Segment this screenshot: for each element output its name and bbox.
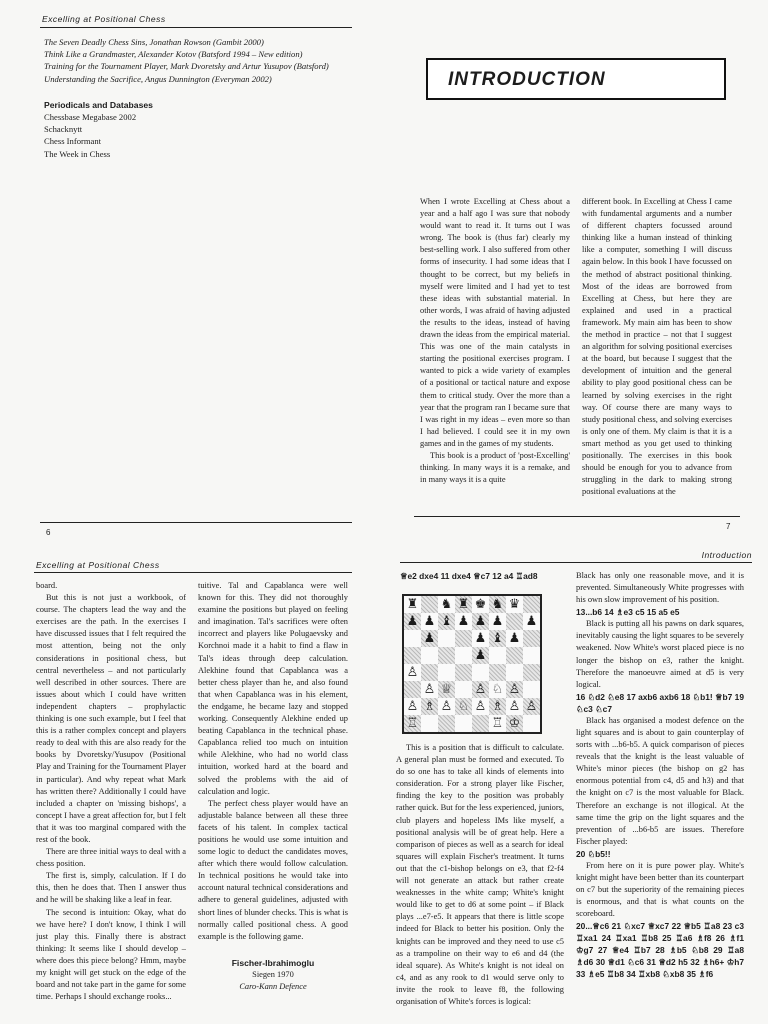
chess-piece: ♟ (474, 648, 487, 663)
chess-piece: ♙ (406, 665, 419, 680)
text-column-right (576, 570, 744, 1022)
board-square (455, 630, 472, 647)
chess-piece: ♜ (457, 597, 470, 612)
board-square (489, 647, 506, 664)
paragraph: Black has only one reasonable move, and it is prevented. Simultaneously White progresses with his own slow improvement of his position. (576, 571, 744, 605)
board-square (523, 613, 540, 630)
text-column-left (420, 196, 570, 486)
chess-piece: ♙ (474, 699, 487, 714)
chess-piece: ♙ (525, 699, 538, 714)
board-square (421, 681, 438, 698)
periodical-item: Schacknytt (44, 124, 83, 135)
board-square (506, 630, 523, 647)
chess-piece: ♟ (508, 631, 521, 646)
bibliography-item: Training for the Tournament Player, Mark Dvoretsky and Artur Yusupov (Batsford) (44, 61, 329, 72)
chess-piece: ♔ (508, 716, 521, 731)
periodical-item: Chessbase Megabase 2002 (44, 112, 137, 123)
paragraph: board. (36, 581, 58, 590)
board-square (506, 647, 523, 664)
board-square (489, 681, 506, 698)
board-square (523, 664, 540, 681)
header-rule (34, 572, 352, 573)
board-square (523, 715, 540, 732)
board-square (506, 698, 523, 715)
bibliography-list (44, 36, 364, 160)
board-square (404, 664, 421, 681)
paragraph: different book. In Excelling at Chess I came with fundamental arguments and a number of different chapters focussed around thinking like a human instead of thinking like a computer, something I will discuss again below. In this book I have focussed on the method of abstract positional thinking. Most of the ideas are borrowed from Excelling at Chess, but here they are explained and used in a practical framework. My main aim has been to show the method in practice – not that I suggest an algorithm for solving positional exercises at the board, but because I suggest that the development of intuition and the general ability to play good positional chess can be learned by solving exercises in the right way. Of course there are many ways to study positional chess, and solving exercises is only one of them. My claim is that it is a smart method as you get used to thinking positionally. The exercises in this book should be enough for you to advance from struggling in the dark to making strong positional evaluations at the (582, 197, 732, 497)
board-square (523, 681, 540, 698)
board-square (489, 596, 506, 613)
running-header: Excelling at Positional Chess (36, 560, 160, 570)
board-square (472, 630, 489, 647)
paragraph: From here on it is pure power play. White's knight might have been better than its counterpart on c7 but the superiority of the remaining pieces is enormous, and that is what counts on the scoreboard. (576, 860, 744, 919)
board-square (489, 715, 506, 732)
game-players: Fischer-Ibrahimoglu (231, 957, 315, 968)
move-line: 20...♕c6 21 ♘xc7 ♕xc7 22 ♕b5 ♖a8 23 c3 ♖xa1 24 ♖xa1 ♖b8 25 ♖a6 ♗f8 26 ♗f1 ♔g7 27 ♕e4 ♖b7 28 ♗b5 ♘b8 29 ♖a8 ♗d6 30 ♕d1 ♘c6 31 ♕d2 h5 32 ♗h6+ ♔h7 33 ♗e5 ♖b8 34 ♖xb8 ♘xb8 35 ♗f6 (576, 921, 744, 980)
chess-piece: ♚ (474, 597, 487, 612)
chess-piece: ♞ (491, 597, 504, 612)
page-7 (384, 0, 768, 542)
paragraph: Black has organised a modest defence on the light squares and is about to gain counterplay of sorts with ...b6-b5. A quick comparison of pieces reveals that the knight is the least valuable of White's minor pieces (the bishop on g2 has enormous potential from c4, d5 and h3) and that the knight on c7 is the most valuable for Black. Therefore an exchange is not illogical. At the same time the grip on the light squares and the prevention of ...b6-b5 are issues. Therefore Fischer played: (576, 715, 744, 846)
board-square (489, 698, 506, 715)
board-square (438, 664, 455, 681)
board-square (489, 664, 506, 681)
paragraph: Black is putting all his pawns on dark squares, inevitably causing the light squares to be severely weakened. Now White's worst placed piece is no longer the bishop on e3, rather the knight. Therefore the manoeuvre aimed at d5 is very logical. (576, 619, 744, 689)
board-square (438, 681, 455, 698)
board-square (438, 698, 455, 715)
footer-rule (40, 522, 352, 523)
chess-piece: ♟ (423, 631, 436, 646)
board-square (523, 698, 540, 715)
board-square (404, 698, 421, 715)
board-square (455, 698, 472, 715)
board-square (438, 613, 455, 630)
board-square (472, 664, 489, 681)
board-square (421, 647, 438, 664)
chapter-title-box (426, 58, 726, 100)
chess-piece: ♙ (406, 699, 419, 714)
board-square (472, 596, 489, 613)
game-opening: Caro-Kann Defence (239, 981, 307, 991)
board-square (404, 715, 421, 732)
board-square (523, 596, 540, 613)
paragraph: When I wrote Excelling at Chess about a year and a half ago I was sure that nobody would want to read it. It turns out I was wrong. The book is (thus far) clearly my best-selling work. I also suffered from other forms of insecurity. I had some ideas that I thought to be correct, but my beliefs in myself were limited and I had yet to test these ideas with substantial material. In other words, I was afraid of having adjusted the results to the ideas, instead of having drawn the ideas from the empirical material. This was one of the main catalysts in starting the positional exercises program. I wanted to pick a wide variety of examples of a positional or tactical nature and expose them to critical study. Over the more than a year that the program ran I became sure that I was right in my ideas – even more so than I had believed. I could see it in my own games and in the games of my students. (420, 197, 570, 448)
chess-piece: ♙ (440, 699, 453, 714)
chess-piece: ♙ (474, 682, 487, 697)
chess-piece: ♛ (508, 597, 521, 612)
paragraph: tuitive. Tal and Capablanca were well known for this. They did not thoroughly examine the positions but played on feeling and imagination. Tal's sacrifices were often incorrect and players like Polugaevsky and Korchnoi made it a habit to find a flaw in Tal's ideas through deep calculation. Alekhine found that Capablanca was a better chess player than he, and also found that when Capablanca was in his element, the endgame, he became lazy and stopped working. Consequently Alekhine ended up beating Capablanca in the technical phase. Capablanca relied too much on intuition while Alekhine, who had no world class intuition, worked hard at the board and solved the problems with the aid of calculation and logic. (198, 581, 348, 796)
board-square (421, 630, 438, 647)
chess-diagram (402, 594, 542, 734)
periodical-item: The Week in Chess (44, 148, 111, 159)
board-square (438, 715, 455, 732)
board-square (472, 613, 489, 630)
board-square (506, 596, 523, 613)
board-square (506, 664, 523, 681)
chess-piece: ♜ (406, 597, 419, 612)
board-square (455, 596, 472, 613)
board-square (472, 715, 489, 732)
chess-piece: ♘ (491, 682, 504, 697)
chess-piece: ♕ (440, 682, 453, 697)
paragraph: But this is not just a workbook, of course. The chapters lead the way and the exercises are the path. In the exercises I have discussed issues that I felt required the most attention, being not the only considerations in positional chess, but central nevertheless – and not particularly well described in other sources. There are issues about which I could have written independent chapters – prophylactic thinking is one such example, but I feel that this is a rather complex concept and players ready to deal with this are also ready for the books by Dvoretsky/Yusupov (Positional Play and Training for the Tournament Player in particular). And why repeat what Mark has written there? Additionally I could have included a chapter on 'missing bishops', a concept I have a great affection for, but I felt that it was too marginal compared with the rest of the book. (36, 593, 186, 844)
board-square (421, 613, 438, 630)
chess-piece: ♘ (457, 699, 470, 714)
board-square (523, 630, 540, 647)
text-column-left (396, 742, 564, 1022)
board-square (438, 630, 455, 647)
board-square (421, 715, 438, 732)
text-column-right (582, 196, 732, 498)
paragraph: This book is a product of 'post-Excelling' thinking. In many ways it is a remake, and in many ways it is a quite (420, 450, 570, 485)
chess-piece: ♟ (423, 614, 436, 629)
board-square (455, 613, 472, 630)
chess-piece: ♟ (525, 614, 538, 629)
chess-piece: ♟ (457, 614, 470, 629)
chess-piece: ♙ (508, 699, 521, 714)
chess-piece: ♟ (491, 614, 504, 629)
chess-piece: ♝ (491, 631, 504, 646)
paragraph: The first is, simply, calculation. If I do this, then he does that. Then I answer thus and he will be shaking like a leaf in fear. (36, 871, 186, 905)
paragraph: The second is intuition: Okay, what do we have here? I don't know, I think I will just play this. Finally there is abstract thinking: It seems like I should develop – where does this piece belong? Hmm, maybe my knight will get stuck on the edge of the board and not take part in the game for some time. Perhaps I should exchange rooks... (36, 907, 186, 1002)
board-square (455, 647, 472, 664)
board-square (404, 630, 421, 647)
chess-piece: ♟ (474, 614, 487, 629)
game-heading (198, 957, 348, 993)
paragraph: There are three initial ways to deal with a chess position. (36, 847, 186, 869)
page-number: 7 (726, 522, 731, 531)
header-rule (400, 562, 752, 563)
chess-piece: ♗ (423, 699, 436, 714)
chess-piece: ♖ (406, 716, 419, 731)
bibliography-item: The Seven Deadly Chess Sins, Jonathan Rowson (Gambit 2000) (44, 37, 264, 47)
chess-piece: ♟ (474, 631, 487, 646)
page-6 (0, 0, 384, 542)
text-column-left (36, 580, 186, 1020)
board-square (421, 698, 438, 715)
text-column-right (198, 580, 348, 1020)
chess-piece: ♞ (440, 597, 453, 612)
header-rule (40, 27, 352, 28)
board-square (455, 715, 472, 732)
running-header: Introduction (701, 550, 752, 560)
board-square (472, 681, 489, 698)
paragraph: This is a position that is difficult to calculate. A general plan must be formed and executed. To do so one has to take all kinds of elements into consideration. For a strong player like Fischer, finding the key to the position was probably rather quick. But for the less experienced, juniors, club players and hopeless IMs like myself, a positional analysis will be of great help. Here a comparison of pieces as well as a search for ideal squares will explain Fischer's treatment. It turns out that the c1-bishop belongs on e3, that f2-f4 will not generate an attack but rather create weaknesses in the white camp; White's knight would like to get to d6 at some point – if Black plays ...e7-e5. It appears that there is little scope indeed for Black to better his position. Only the knights can be improved and they need to use c5 as a trampoline on their way to e6 and d4 (the ideal square). As White's knight is not ideal on c4, and as any rook to d1 would serve only to invite the rook to leave f8, the following organisation of White's forces is logical: (396, 743, 564, 1006)
board-square (523, 647, 540, 664)
paragraph: The perfect chess player would have an adjustable balance between all these three facets of his talent. In complex tactical positions he would use some intuition and some logic to deduct the candidates moves, after which there would follow calculation. In technical positions he would take into account natural technical considerations and adhere to general guidelines, adjusted with short lines of blunder checks. This is what is normally called positional chess. A good example is the following game. (198, 798, 348, 941)
page-number: 6 (46, 528, 51, 537)
move-line: 13...b6 14 ♗e3 c5 15 a5 e5 (576, 607, 680, 618)
move-line: 16 ♘d2 ♘e8 17 axb6 axb6 18 ♘b1! ♕b7 19 ♘c3 ♘c7 (576, 691, 744, 714)
board-square (404, 647, 421, 664)
board-square (506, 613, 523, 630)
move-line: ♕e2 dxe4 11 dxe4 ♕c7 12 a4 ♖ad8 (400, 571, 538, 581)
periodicals-heading: Periodicals and Databases (44, 99, 153, 110)
chapter-title: INTRODUCTION (448, 69, 606, 90)
board-square (506, 715, 523, 732)
footer-rule (414, 516, 740, 517)
bibliography-item: Understanding the Sacrifice, Angus Dunnington (Everyman 2002) (44, 73, 272, 84)
page-9 (384, 542, 768, 1024)
board-square (455, 664, 472, 681)
chess-piece: ♟ (406, 614, 419, 629)
board-square (506, 681, 523, 698)
periodical-item: Chess Informant (44, 136, 102, 147)
board-square (455, 681, 472, 698)
board-square (404, 613, 421, 630)
board-square (421, 596, 438, 613)
page-8 (0, 542, 384, 1024)
chess-piece: ♙ (508, 682, 521, 697)
board-square (489, 613, 506, 630)
running-header: Excelling at Positional Chess (42, 14, 166, 24)
chess-piece: ♖ (491, 716, 504, 731)
board-square (472, 647, 489, 664)
chess-piece: ♙ (423, 682, 436, 697)
game-event: Siegen 1970 (252, 969, 294, 979)
board-square (472, 698, 489, 715)
bibliography-item: Think Like a Grandmaster, Alexander Kotov (Batsford 1994 – New edition) (44, 49, 303, 60)
board-square (421, 664, 438, 681)
chess-piece: ♝ (440, 614, 453, 629)
board-square (489, 630, 506, 647)
board-square (404, 596, 421, 613)
chess-piece: ♗ (491, 699, 504, 714)
board-square (438, 596, 455, 613)
move-line: 20 ♘b5!! (576, 848, 611, 859)
board-square (404, 681, 421, 698)
board-square (438, 647, 455, 664)
